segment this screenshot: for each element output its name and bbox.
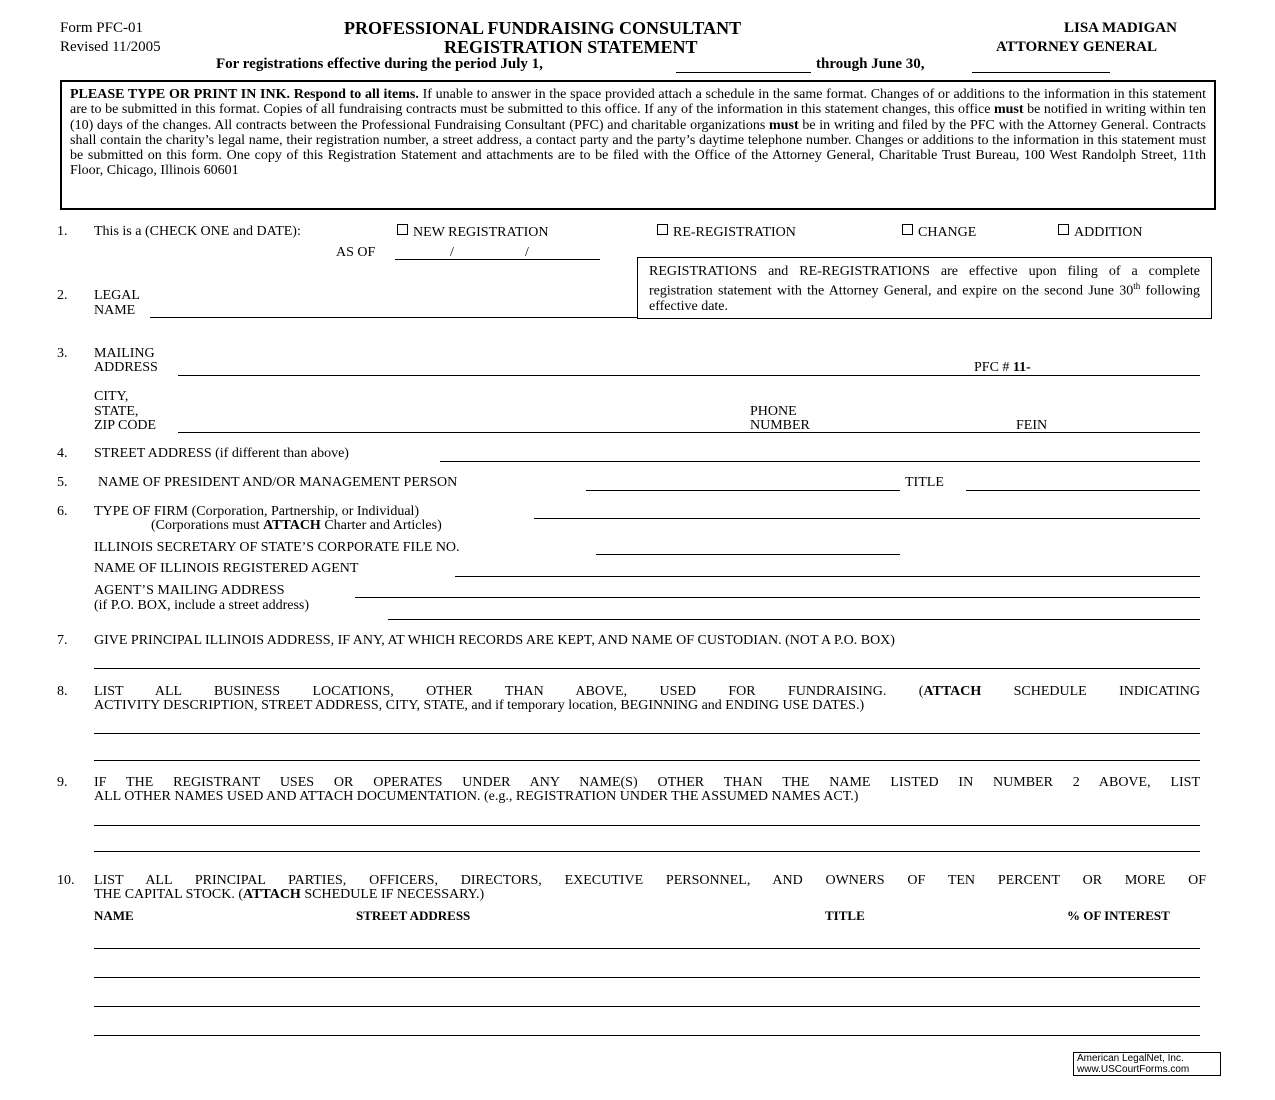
city-state-zip-phone-fein-field[interactable]	[178, 432, 1200, 433]
option-re-registration[interactable]	[657, 224, 796, 241]
agent-address-note: (if P.O. BOX, include a street address)	[94, 598, 310, 613]
note-sup: th	[1133, 281, 1141, 291]
city-label-3: ZIP CODE	[94, 418, 157, 433]
sos-file-label: ILLINOIS SECRETARY OF STATE’S CORPORATE FILE NO.	[94, 540, 460, 555]
pfc-label: PFC #	[974, 360, 1010, 375]
checkbox-new-registration[interactable]	[397, 224, 408, 235]
publisher-footer	[1073, 1052, 1221, 1076]
pfc-prefix: 11-	[1012, 360, 1031, 375]
as-of-date-field[interactable]	[395, 259, 600, 260]
item6-number: 6.	[57, 504, 68, 519]
principal-party-row-2[interactable]	[94, 977, 1200, 978]
as-of-label: AS OF	[336, 245, 376, 260]
item1-number: 1.	[57, 224, 68, 239]
item2-number: 2.	[57, 288, 68, 303]
registration-note-text	[649, 264, 1200, 314]
checkbox-re-registration[interactable]	[657, 224, 668, 235]
item4-number: 4.	[57, 446, 68, 461]
form-id: Form PFC-01	[60, 20, 143, 36]
column-header-name: NAME	[94, 908, 134, 923]
item1-label: This is a (CHECK ONE and DATE):	[94, 224, 301, 239]
period-text-mid: through June 30,	[816, 56, 925, 72]
option-change-label: CHANGE	[918, 225, 977, 240]
business-locations-line1-bold: ATTACH	[923, 684, 982, 699]
checkbox-change[interactable]	[902, 224, 913, 235]
city-label-2: STATE,	[94, 404, 139, 419]
business-locations-field-2[interactable]	[94, 760, 1200, 761]
street-address-label: STREET ADDRESS (if different than above)	[94, 446, 349, 461]
item3-number: 3.	[57, 346, 68, 361]
pfc-number-label	[974, 360, 1031, 376]
principal-parties-line2-bold: ATTACH	[243, 887, 301, 902]
column-header-street-address: STREET ADDRESS	[356, 908, 471, 923]
legal-name-label-2: NAME	[94, 303, 136, 318]
instructions-must1: must	[993, 102, 1024, 118]
official-title: ATTORNEY GENERAL	[996, 39, 1158, 55]
other-names-line1: IF THE REGISTRANT USES OR OPERATES UNDER ANY NAME(S) OTHER THAN THE NAME LISTED IN NUMBER 2 ABOVE, LIST	[94, 775, 1200, 790]
option-addition-label: ADDITION	[1074, 225, 1143, 240]
item5-number: 5.	[57, 475, 68, 490]
mailing-label-2: ADDRESS	[94, 360, 158, 375]
title-line2: REGISTRATION STATEMENT	[444, 37, 698, 57]
period-end-field[interactable]	[972, 72, 1110, 73]
firm-type-note-a: (Corporations must	[151, 518, 263, 533]
official-name: LISA MADIGAN	[1064, 20, 1177, 36]
principal-parties-line2-b: SCHEDULE IF NECESSARY.)	[300, 887, 485, 902]
registration-note-box	[637, 257, 1212, 319]
business-locations-field-1[interactable]	[94, 733, 1200, 734]
sos-file-field[interactable]	[596, 554, 900, 555]
agent-address-field-2[interactable]	[388, 619, 1200, 620]
phone-label-1: PHONE	[750, 404, 797, 419]
instructions-box	[60, 80, 1216, 210]
principal-parties-line2-a: THE CAPITAL STOCK. (	[94, 887, 243, 902]
instructions-part3: be in writing and filed by the PFC with the Attorney General. Contracts shall contain the charity’s legal name, their registration number, a street address, a contact party and the party’s daytime telephone number. Changes or additions to the information in this statement must be submitted on this form. One copy of this Registration Statement and attachments are to be filed with the Office of the Attorney General, Charitable Trust Bureau, 100 West Randolph Street, 11th Floor, Chicago, Illinois 60601	[70, 117, 1207, 179]
publisher-name: American LegalNet, Inc.	[1077, 1053, 1184, 1064]
instructions-part2: be notified in writing within ten (10) days of the changes. All contracts between the Professional Fundraising Consultant (PFC) and charitable organizations	[70, 102, 1206, 133]
checkbox-addition[interactable]	[1058, 224, 1069, 235]
item8-number: 8.	[57, 684, 68, 699]
other-names-field-1[interactable]	[94, 825, 1200, 826]
agent-address-label: AGENT’S MAILING ADDRESS	[94, 583, 285, 598]
instructions-lead: PLEASE TYPE OR PRINT IN INK. Respond to all items.	[70, 87, 419, 102]
president-name-field[interactable]	[586, 490, 900, 491]
principal-parties-line2	[94, 887, 484, 903]
option-new-registration[interactable]	[397, 224, 548, 241]
other-names-line2: ALL OTHER NAMES USED AND ATTACH DOCUMENTATION. (e.g., REGISTRATION UNDER THE ASSUMED NAMES ACT.)	[94, 789, 859, 804]
president-title-field[interactable]	[966, 490, 1200, 491]
business-locations-line1-a: LIST ALL BUSINESS LOCATIONS, OTHER THAN ABOVE, USED FOR FUNDRAISING. (	[94, 684, 924, 699]
principal-party-row-3[interactable]	[94, 1006, 1200, 1007]
firm-type-note	[151, 518, 442, 534]
registered-agent-field[interactable]	[455, 576, 1200, 577]
president-title-label: TITLE	[905, 475, 944, 490]
instructions-must2: must	[769, 117, 799, 133]
form-revised: Revised 11/2005	[60, 39, 161, 55]
city-label-1: CITY,	[94, 389, 129, 404]
option-addition[interactable]	[1058, 224, 1142, 241]
column-header-title: TITLE	[825, 908, 865, 923]
business-locations-line2: ACTIVITY DESCRIPTION, STREET ADDRESS, CITY, STATE, and if temporary location, BEGINNING and ENDING USE DATES.)	[94, 698, 865, 713]
legal-name-label-1: LEGAL	[94, 288, 140, 303]
registered-agent-label: NAME OF ILLINOIS REGISTERED AGENT	[94, 561, 359, 576]
option-re-registration-label: RE-REGISTRATION	[673, 225, 796, 240]
option-change[interactable]	[902, 224, 976, 241]
records-address-field[interactable]	[94, 668, 1200, 669]
item7-number: 7.	[57, 633, 68, 648]
date-slash-2: /	[525, 245, 529, 260]
firm-type-field[interactable]	[534, 518, 1200, 519]
item10-number: 10.	[57, 873, 75, 888]
firm-type-label: TYPE OF FIRM (Corporation, Partnership, or Individual)	[94, 504, 420, 519]
period-start-field[interactable]	[676, 72, 811, 73]
business-locations-line1-b: SCHEDULE INDICATING	[981, 684, 1200, 699]
publisher-url: www.USCourtForms.com	[1077, 1064, 1190, 1075]
item9-number: 9.	[57, 775, 68, 790]
period-text-start: For registrations effective during the period July 1,	[216, 56, 543, 72]
option-new-registration-label: NEW REGISTRATION	[413, 225, 549, 240]
street-address-field[interactable]	[440, 461, 1200, 462]
phone-label-2: NUMBER	[750, 418, 810, 433]
principal-party-row-1[interactable]	[94, 948, 1200, 949]
instructions-text	[70, 87, 1206, 179]
principal-party-row-4[interactable]	[94, 1035, 1200, 1036]
note-text-a: REGISTRATIONS and RE-REGISTRATIONS are effective upon filing of a complete registration statement with the Attorney General, and expire on the second June 30	[649, 264, 1200, 299]
mailing-address-field[interactable]	[178, 375, 1200, 376]
note-text-b: following effective date.	[649, 283, 1200, 314]
firm-type-note-bold: ATTACH	[263, 518, 321, 533]
instructions-part1: If unable to answer in the space provided attach a schedule in the same format. Changes of or additions to the information in this statement are to be submitted in this format. Copies of all fundraising contracts must be submitted to this office. If any of the information in this statement changes, this office	[70, 87, 1206, 118]
title-line1: PROFESSIONAL FUNDRAISING CONSULTANT	[344, 18, 742, 38]
president-name-label: NAME OF PRESIDENT AND/OR MANAGEMENT PERSON	[98, 475, 458, 490]
principal-parties-line1: LIST ALL PRINCIPAL PARTIES, OFFICERS, DIRECTORS, EXECUTIVE PERSONNEL, AND OWNERS OF TEN PERCENT OR MORE OF	[94, 873, 1206, 888]
records-address-label: GIVE PRINCIPAL ILLINOIS ADDRESS, IF ANY, AT WHICH RECORDS ARE KEPT, AND NAME OF CUSTODIAN. (NOT A P.O. BOX)	[94, 633, 895, 648]
date-slash-1: /	[450, 245, 454, 260]
legal-name-field[interactable]	[150, 317, 637, 318]
agent-address-field[interactable]	[355, 597, 1200, 598]
fein-label: FEIN	[1016, 418, 1048, 433]
column-header-interest: % OF INTEREST	[1067, 908, 1170, 923]
other-names-field-2[interactable]	[94, 851, 1200, 852]
mailing-label-1: MAILING	[94, 346, 155, 361]
firm-type-note-b: Charter and Articles)	[320, 518, 442, 533]
